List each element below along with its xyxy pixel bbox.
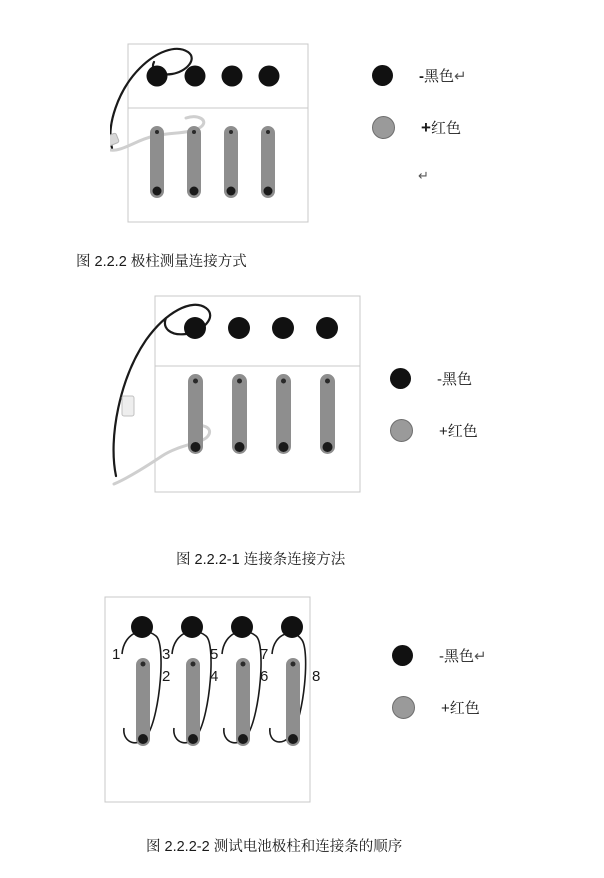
legend-row-negative <box>390 363 478 393</box>
black-dot-icon <box>392 645 413 666</box>
legend-row-positive <box>390 415 478 445</box>
legend-row-positive <box>372 112 467 142</box>
stray-pilcrow-1: ↵ <box>418 168 429 183</box>
black-dot-icon <box>372 65 393 86</box>
figure-3-sequence-numbers <box>100 592 350 812</box>
legend-label-positive: 红色 <box>430 119 461 137</box>
terminal-negative <box>184 317 206 339</box>
gray-dot-icon <box>392 696 415 719</box>
figure-2-caption: 图 2.2.2-1 连接条连接方法 <box>176 552 346 568</box>
legend-sign-positive: + <box>439 422 448 440</box>
top-terminals <box>184 317 338 339</box>
figure-2-legend <box>390 363 478 445</box>
figure-2-svg <box>110 288 390 503</box>
figure-3-caption: 图 2.2.2-2 测试电池极柱和连接条的顺序 <box>146 839 403 855</box>
sequence-number: 6 <box>260 668 269 685</box>
legend-label-negative: 黑色 <box>442 370 473 388</box>
figure-1-diagram <box>110 30 370 230</box>
sequence-number: 2 <box>162 668 171 685</box>
sequence-number: 3 <box>162 646 171 663</box>
figure-2-diagram <box>110 288 390 503</box>
terminal-negative <box>147 66 168 87</box>
legend-sign-negative: - <box>439 647 444 665</box>
legend-sign-negative: - <box>419 67 424 85</box>
sequence-number: 1 <box>112 646 121 663</box>
legend-row-negative <box>372 60 467 90</box>
sequence-number: 8 <box>312 668 321 685</box>
sequence-number: 5 <box>210 646 219 663</box>
terminal-negative <box>185 66 206 87</box>
connector-bars <box>150 126 275 198</box>
terminal-negative <box>259 66 280 87</box>
probe-clip <box>122 396 134 416</box>
legend-label-negative: 黑色 <box>424 67 455 85</box>
gray-dot-icon <box>372 116 395 139</box>
figure-1-legend <box>372 60 467 142</box>
legend-label-negative: 黑色 <box>444 647 475 665</box>
legend-row-positive <box>392 692 487 722</box>
figure-1-svg <box>110 30 370 230</box>
gray-dot-icon <box>390 419 413 442</box>
legend-label-positive: 红色 <box>449 699 480 717</box>
legend-row-negative <box>392 640 487 670</box>
terminal-negative <box>228 317 250 339</box>
connector-bars <box>188 374 335 454</box>
figure-1-caption: 图 2.2.2 极柱测量连接方式 <box>76 254 247 270</box>
sequence-number: 4 <box>210 668 219 685</box>
legend-suffix-negative: ↵ <box>454 67 467 85</box>
legend-label-positive: 红色 <box>447 422 478 440</box>
legend-sign-positive: + <box>441 699 450 717</box>
legend-sign-negative: - <box>437 370 442 388</box>
sequence-number: 7 <box>260 646 269 663</box>
legend-sign-positive: + <box>421 117 431 137</box>
terminal-negative <box>316 317 338 339</box>
top-terminals <box>147 66 280 87</box>
black-dot-icon <box>390 368 411 389</box>
figure-3-legend <box>392 640 487 722</box>
terminal-negative <box>272 317 294 339</box>
terminal-negative <box>222 66 243 87</box>
probe-clip <box>110 133 119 148</box>
legend-suffix-negative: ↵ <box>474 647 487 665</box>
